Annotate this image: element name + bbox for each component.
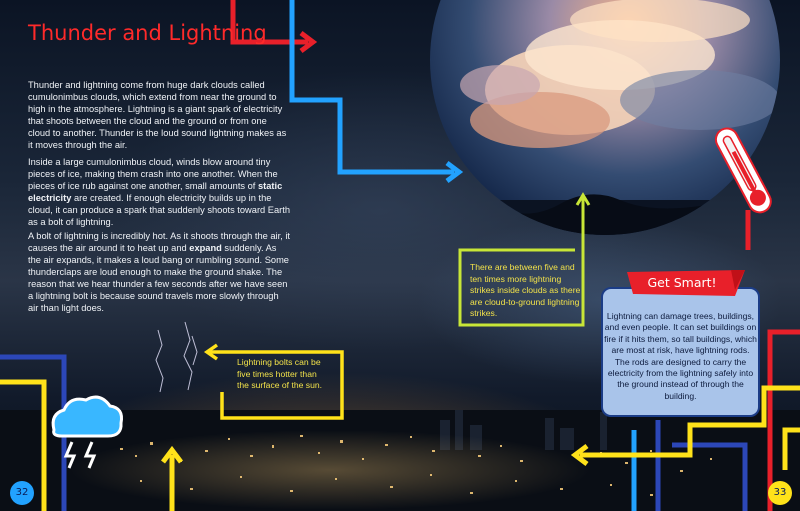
paragraph-text: are created. If enough electricity builds up in the cloud, it can produce a spark that suddenly shoots toward Earth as a bolt of lightning. <box>28 193 291 227</box>
fact-callout: Lightning bolts can be five times hotter than the surface of the sun. <box>237 357 323 390</box>
highlighted-term: static electricity <box>28 181 283 203</box>
get-smart-title: Get Smart! <box>647 275 717 290</box>
paragraph-text: A bolt of lightning is incredibly hot. As it shoots through the air, it causes the air around it to heat up and <box>28 231 291 253</box>
highlighted-term: expand <box>189 243 222 253</box>
fact-callout: There are between five and ten times more lightning strikes inside clouds as there are cloud-to-ground lightning strikes. <box>470 262 581 318</box>
get-smart-text: Lightning can damage trees, buildings, and even people. It can set buildings on fire if it hits them, so tall buildings, which are most at risk, have lightning rods. The rods are designed to carry the electricity from the lightning safely into the ground instead of through the building. <box>604 311 757 401</box>
paragraph-text: Inside a large cumulonimbus cloud, winds blow around tiny pieces of ice, making them crash into one another. When the pieces of ice rub against one another, small amounts of <box>28 157 278 191</box>
page-number-right: 33 <box>768 481 792 505</box>
thermometer-icon <box>712 125 775 217</box>
body-paragraph <box>28 156 290 228</box>
page-number-left: 32 <box>10 481 34 505</box>
paragraph-text: suddenly. As the air expands, it makes a loud bang or rumbling sound. Some thunderclaps are loud enough to make the ground shake. The reason that we hear thunder a few seconds after we have seen a lightning bolt is because sound travels more slowly through air than light does. <box>28 243 289 313</box>
body-paragraph: Thunder and lightning come from huge dark clouds called cumulonimbus clouds, which extend from near the ground to high in the atmosphere. Lightning is a giant spark of electricity that shoots between the cloud and the ground or from one cloud to another. Thunder is the loud sound lightning makes as it moves through the air. <box>28 80 287 150</box>
body-paragraph <box>28 230 290 314</box>
page-title: Thunder and Lightning <box>28 21 267 45</box>
